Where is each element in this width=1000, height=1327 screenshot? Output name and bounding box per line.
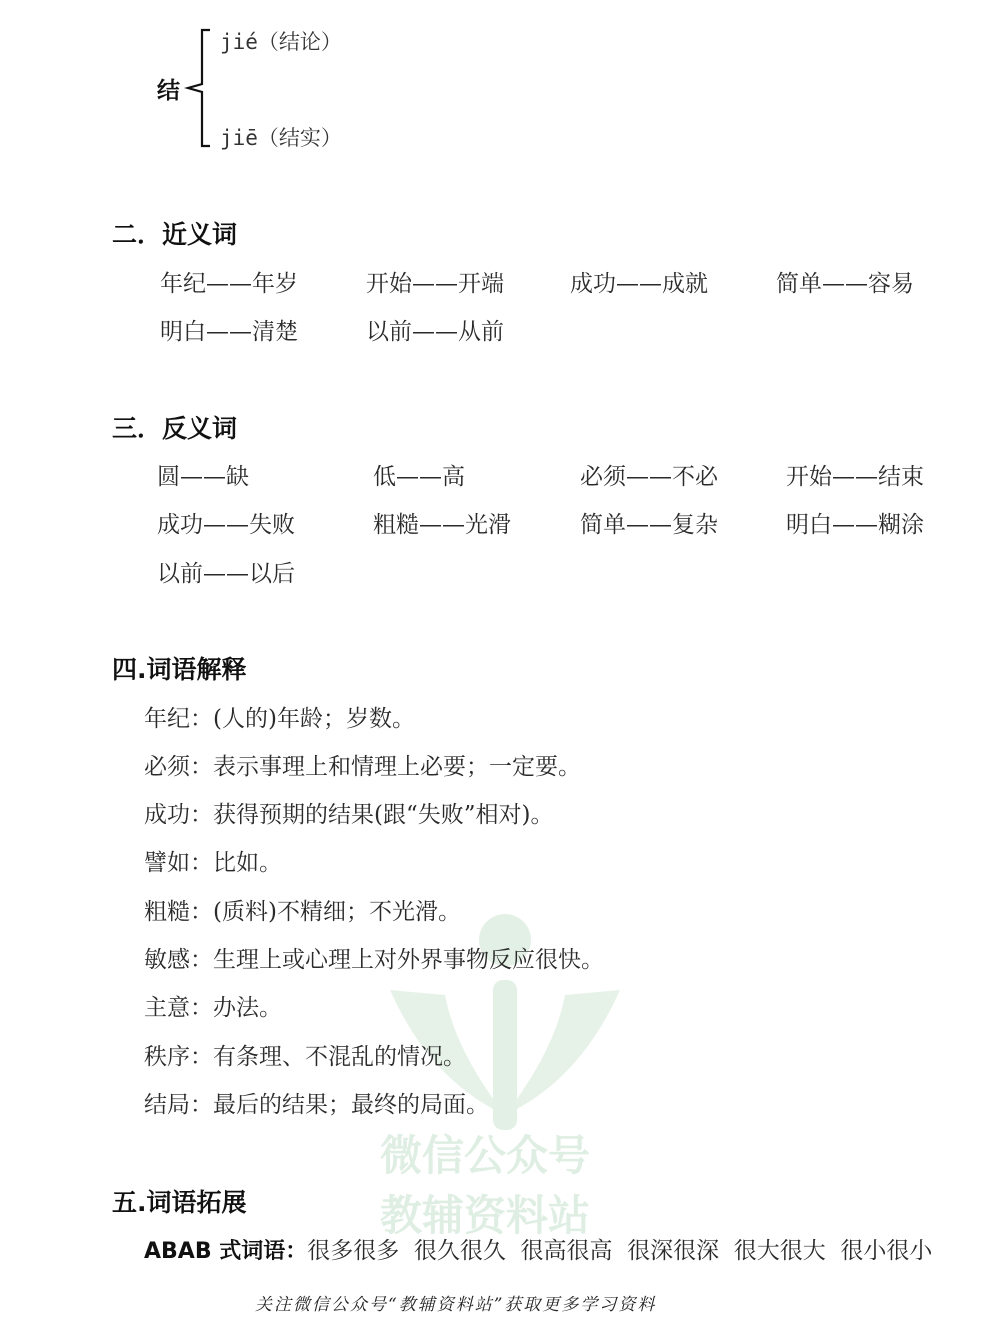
abab-label: ABAB 式词语： [144,1239,308,1264]
explanation-item: 年纪：(人的)年龄；岁数。 [144,706,415,732]
synonym-pair: 简单——容易 [776,271,914,297]
footer-note: 关注微信公众号“教辅资料站”获取更多学习资料 [255,1295,657,1315]
explanation-item: 主意：办法。 [144,995,282,1021]
brace-diagram [180,26,220,150]
watermark-line2: 教辅资料站 [380,1191,591,1240]
explanation-item: 粗糙：(质料)不精细；不光滑。 [144,899,461,925]
expansion-heading: 五.词语拓展 [112,1188,247,1217]
explanations-heading: 四.词语解释 [112,655,247,684]
watermark-line1: 微信公众号 [380,1131,591,1180]
antonym-pair: 开始——结束 [786,464,924,490]
antonym-pair: 圆——缺 [157,464,249,490]
antonym-pair: 以前——以后 [157,561,295,587]
synonym-pair: 成功——成就 [570,271,708,297]
synonym-pair: 开始——开端 [366,271,504,297]
antonym-pair: 低——高 [373,464,465,490]
synonym-pair: 年纪——年岁 [160,271,298,297]
antonym-pair: 明白——糊涂 [786,512,924,538]
synonym-pair: 明白——清楚 [160,319,298,345]
abab-words: 很多很多 很久很久 很高很高 很深很深 很大很大 很小很小 [307,1238,933,1264]
explanation-item: 必须：表示事理上和情理上必要；一定要。 [144,754,581,780]
explanation-item: 成功：获得预期的结果(跟“失败”相对)。 [144,802,554,828]
explanation-item: 秩序：有条理、不混乱的情况。 [144,1044,466,1070]
antonym-pair: 必须——不必 [580,464,718,490]
antonym-pair: 成功——失败 [157,512,295,538]
reading-2: jiē（结实） [220,126,342,150]
abab-line [144,1232,932,1265]
explanation-item: 结局：最后的结果；最终的局面。 [144,1092,489,1118]
synonyms-heading: 二．近义词 [112,220,238,249]
reading-1: jié（结论） [220,30,342,54]
antonym-pair: 粗糙——光滑 [373,512,511,538]
explanation-item: 敏感：生理上或心理上对外界事物反应很快。 [144,947,604,973]
antonym-pair: 简单——复杂 [580,512,718,538]
explanation-item: 譬如：比如。 [144,850,282,876]
synonym-pair: 以前——从前 [366,319,504,345]
antonyms-heading: 三．反义词 [112,414,238,443]
polyphone-char: 结 [157,77,180,104]
